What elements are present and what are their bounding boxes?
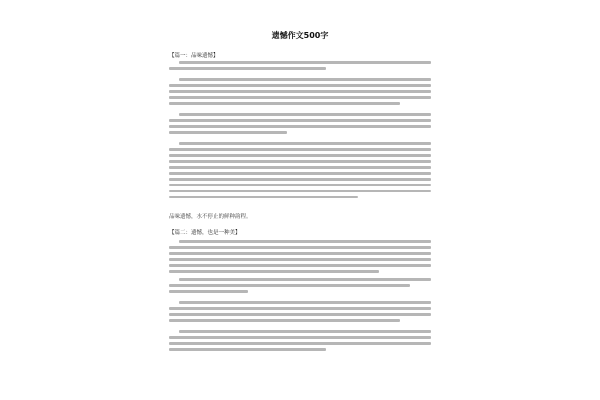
paragraph-illegible [169, 278, 431, 296]
paragraph-illegible [169, 240, 431, 276]
section-2-heading: 【篇二：遗憾，也是一种美】 [169, 230, 241, 236]
paragraph-illegible [169, 301, 431, 325]
document-title: 遗憾作文500字 [271, 31, 329, 40]
paragraph-illegible [169, 330, 431, 354]
paragraph-illegible [169, 142, 431, 202]
paragraph-illegible [169, 61, 431, 73]
section-1-heading: 【篇一：品味遗憾】 [169, 53, 219, 59]
section-1-closing-line: 品味遗憾，水不停止的鲜种韵程。 [169, 214, 252, 220]
paragraph-illegible [169, 78, 431, 108]
document-page [163, 20, 437, 386]
paragraph-illegible [169, 113, 431, 137]
